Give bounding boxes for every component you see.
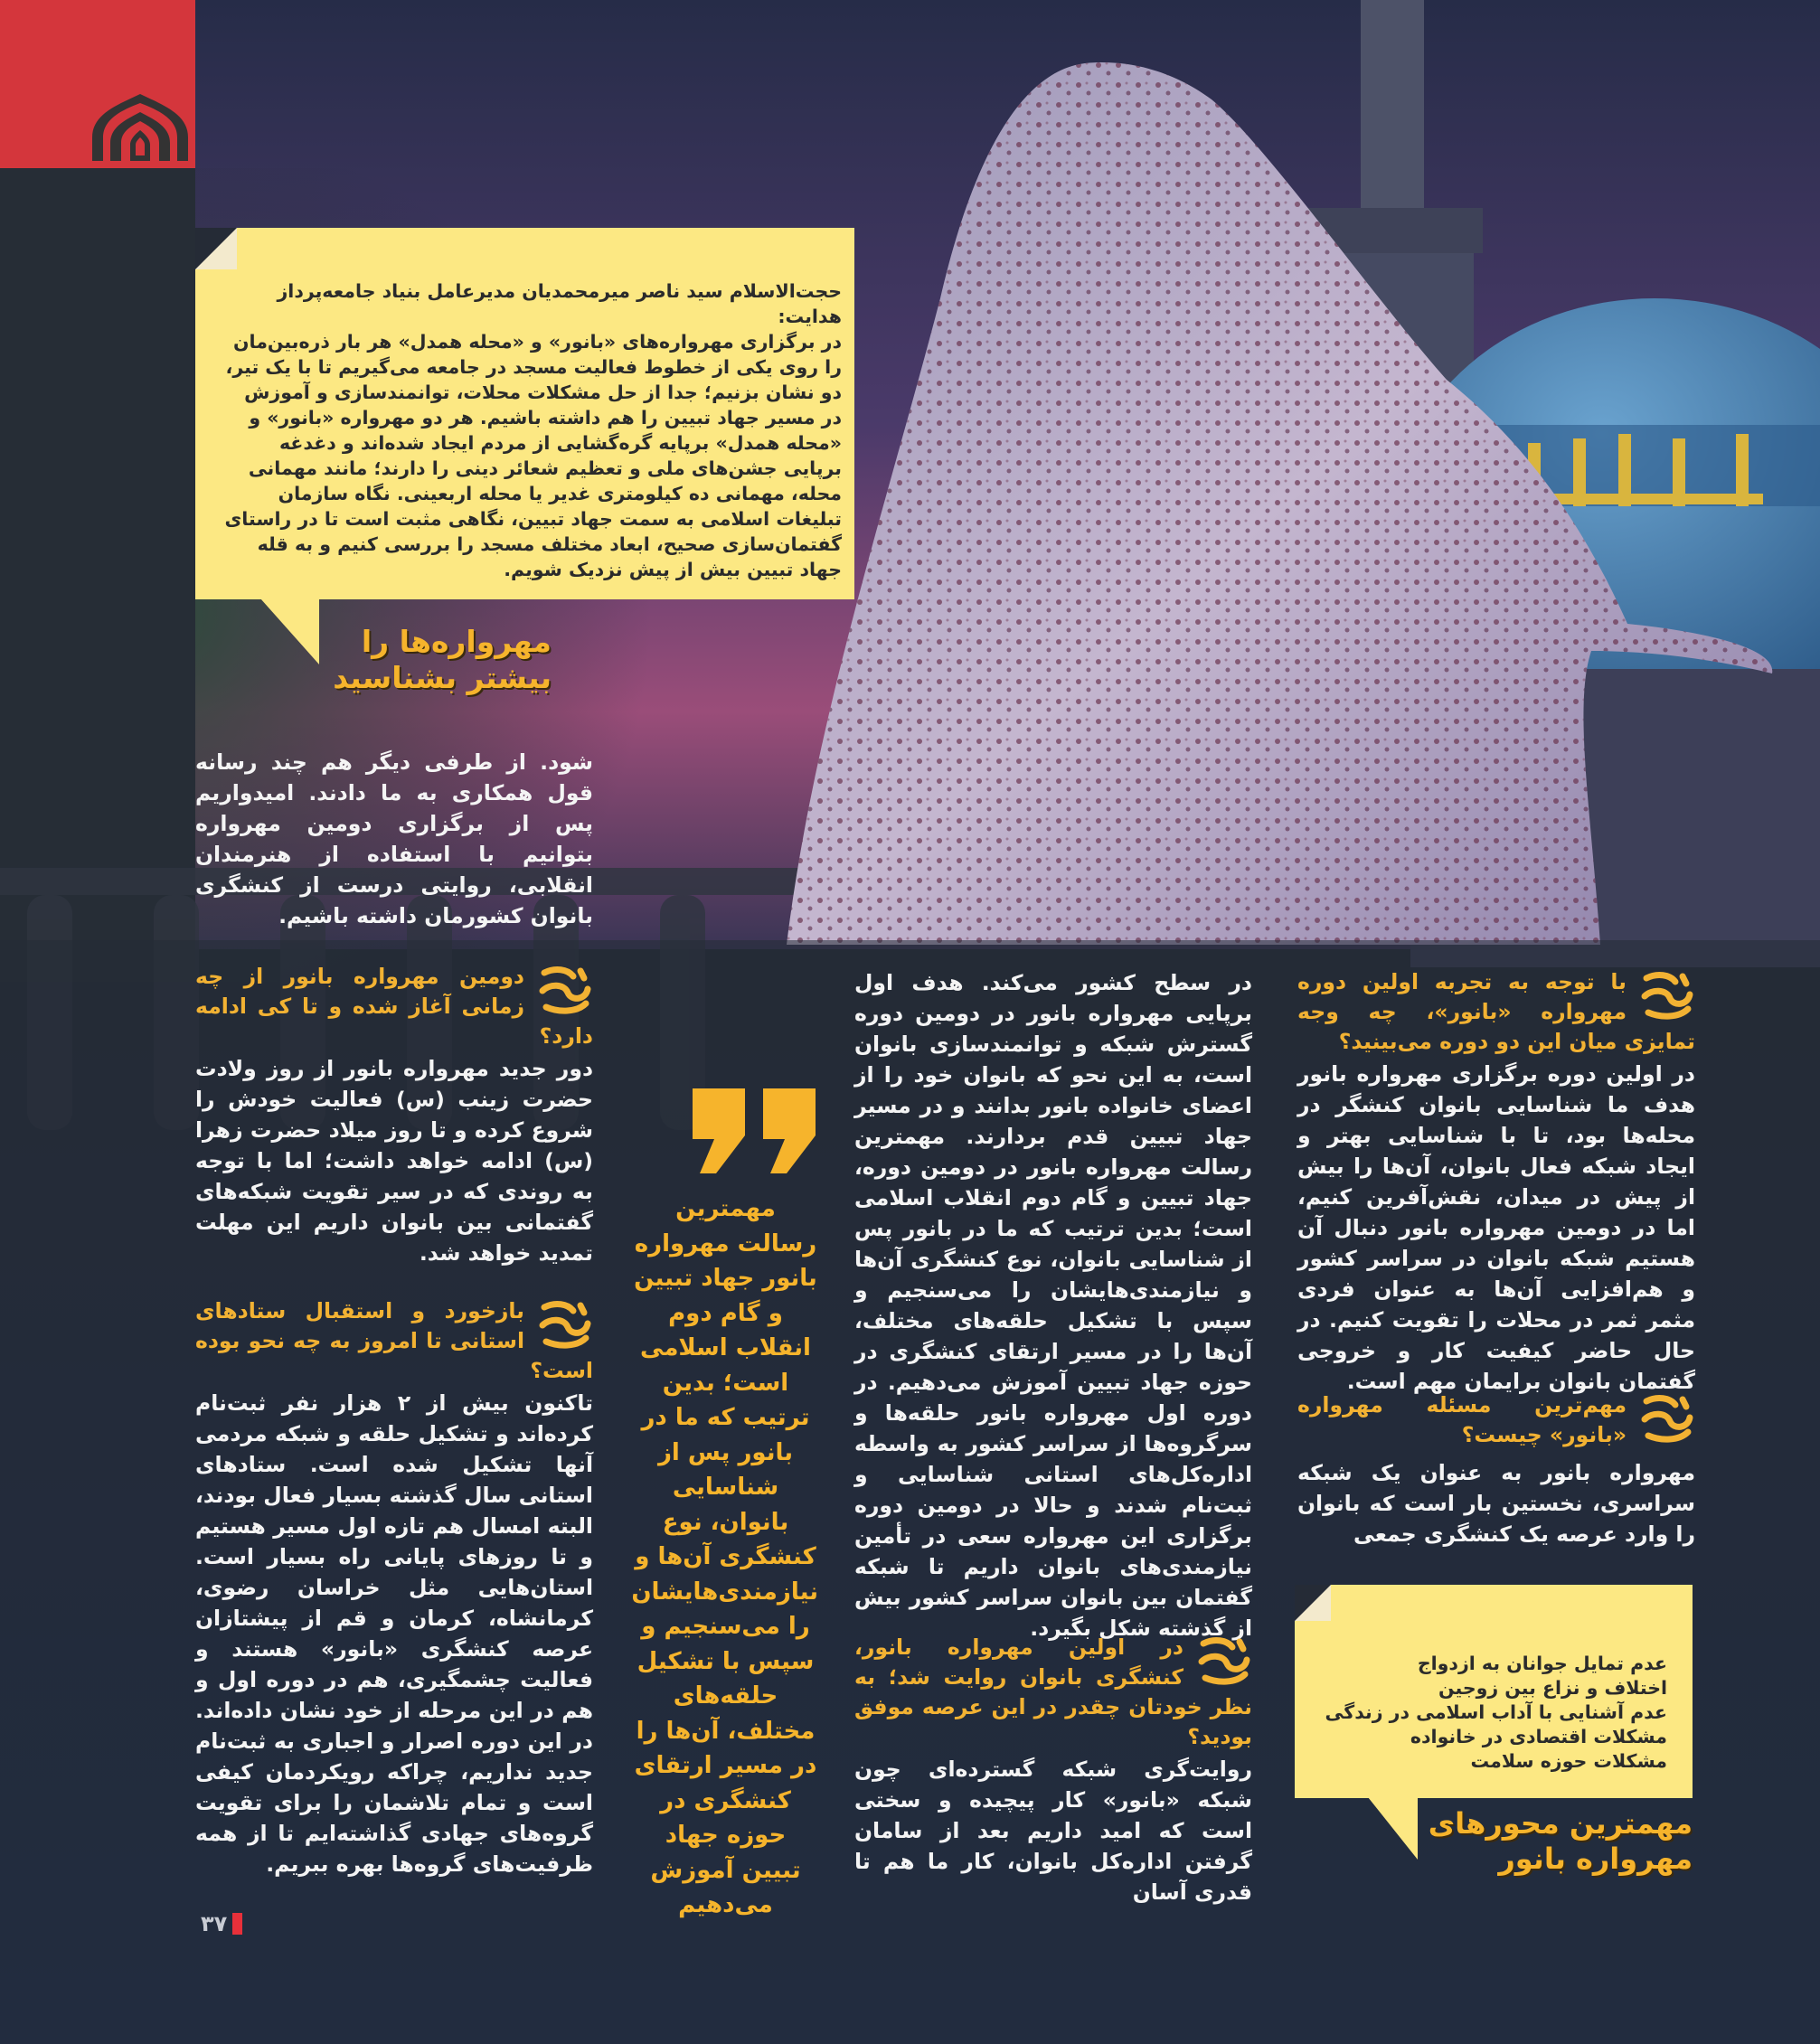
page-number: ۳۷ xyxy=(201,1911,242,1936)
topic-item: عدم آشنایی با آداب اسلامی در زندگی xyxy=(1325,1701,1667,1723)
speaker-quote: در برگزاری مهرواره‌های «بانور» و «محله همدل» هر بار ذره‌بین‌مان را روی یکی از خطوط فعالیت مسجد در جامعه می‌گیریم تا با یک تیر، دو نشان بزنیم؛ جدا از حل مشکلات محلات، توانمندسازی و آموزش در مسیر جهاد تبیین را هم داشته باشیم. هر دو مهرواره «بانور» و «محله همدل» برپایه گره‌گشایی از مردم ایجاد شده‌اند و دغدغه برپایی جشن‌های ملی و تعظیم شعائر دینی را دارند؛ مانند مهمانی محله، مهمانی ده کیلومتری غدیر یا محله اربعینی. نگاه سازمان تبلیغات اسلامی به سمت جهاد تبیین، نگاهی مثبت است تا در راستای گفتمان‌سازی صحیح، ابعاد مختلف مسجد را بررسی کنیم و به قله جهاد تبیین بیش از پیش نزدیک شویم. xyxy=(224,331,842,580)
nazar-calligraphy-icon xyxy=(1196,1634,1252,1685)
topic-item: مشکلات اقتصادی در خانواده xyxy=(1410,1726,1667,1747)
middle-intro-paragraph: در سطح کشور می‌کند. هدف اول برپایی مهرواره بانور در دومین دوره گسترش شبکه و توانمندسازی بانوان است، به این نحو که بانوان خود را از اعضای خانواده بانور بدانند و در مسیر جهاد تبیین قدم بردارند. مهمترین رسالت مهرواره بانور در دومین دوره، جهاد تبیین و گام دوم انقلاب اسلامی است؛ بدین ترتیب که ما در بانور پس از شناسایی بانوان، نوع کنشگری آن‌ها و نیازمندی‌هایشان را می‌سنجیم و سپس با تشکیل حلقه‌های مختلف، آن‌ها را در مسیر ارتقای کنشگری در حوزه جهاد تبیین آموزش می‌دهیم. در دوره اول مهرواره بانور حلقه‌ها و سرگروه‌ها از سراسر کشور به واسطه اداره‌کل‌های استانی شناسایی و ثبت‌نام شدند و حالا در دومین دوره برگزاری این مهرواره سعی در تأمین نیازمندی‌های بانوان داریم تا شبکه گفتمان بین بانوان سراسر کشور بیش از گذشته شکل بگیرد. xyxy=(854,970,1252,1641)
qa-block xyxy=(195,1296,593,1879)
note-tail xyxy=(1368,1797,1419,1860)
note-fold-corner xyxy=(1295,1585,1331,1621)
qa-block xyxy=(1297,967,1695,1397)
note-fold-corner xyxy=(195,228,237,269)
mosque-dome-logo-icon xyxy=(90,92,190,165)
section-heading: مهرواره‌ها را بیشتر بشناسید xyxy=(333,624,552,695)
nazar-calligraphy-icon xyxy=(1639,969,1695,1020)
qa-block xyxy=(1297,1390,1695,1549)
topic-item: عدم تمایل جوانان به ازدواج xyxy=(1417,1653,1667,1674)
note-tail xyxy=(260,598,320,665)
answer-paragraph: مهرواره بانور به عنوان یک شبکه سراسری، نخستین بار است که بانوان را وارد عرصه یک کنشگری جمعی xyxy=(1297,1460,1695,1547)
question-heading: بازخورد و استقبال ستادهای استانی تا امروز به چه نحو بوده است؟ xyxy=(195,1298,593,1383)
section-heading: مهمترین محورهای مهرواره بانور xyxy=(1428,1806,1693,1876)
page-marker-red xyxy=(232,1913,242,1935)
quote-note-box xyxy=(195,228,854,599)
topic-item: اختلاف و نزاع بین زوجین xyxy=(1438,1677,1667,1699)
question-heading: در اولین مهرواره بانور، کنشگری بانوان روایت شد؛ به نظر خودتان چقدر در این عرصه موفق بودید؟ xyxy=(854,1634,1252,1749)
question-heading: مهم‌ترین مسئله مهرواره «بانور» چیست؟ xyxy=(1297,1390,1695,1450)
section-marker-red-block xyxy=(0,0,195,168)
question-heading: دومین مهرواره بانور از چه زمانی آغاز شده و تا کی ادامه دارد؟ xyxy=(195,964,593,1049)
quote-marks-icon xyxy=(689,1088,817,1175)
answer-paragraph: تاکنون بیش از ۲ هزار نفر ثبت‌نام کرده‌اند و تشکیل حلقه و شبکه مردمی آنها تشکیل شده است. ستادهای استانی سال گذشته بسیار فعال بودند، البته امسال هم تازه اول مسیر هستیم و تا روزهای پایانی راه بسیار است. استان‌هایی مثل خراسان رضوی، کرمانشاه، کرمان و قم از پیشتازان عرصه کنشگری «بانور» هستند و فعالیت چشمگیری، هم در دوره اول و هم در این مرحله از خود نشان داده‌اند. در این دوره اصرار و اجباری به ثبت‌نام جدید نداریم، چراکه رویکردمان کیفی است و تمام تلاشمان را برای تقویت گروه‌های جهادی گذاشته‌ایم تا از همه ظرفیت‌های گروه‌ها بهره ببریم. xyxy=(195,1390,593,1877)
speaker-intro: حجت‌الاسلام سید ناصر میرمحمدیان مدیرعامل بنیاد جامعه‌پرداز هدایت: xyxy=(277,280,842,327)
key-topics-box xyxy=(1295,1585,1693,1798)
left-intro-paragraph: شود. از طرفی دیگر هم چند رسانه قول همکاری به ما دادند. امیدواریم پس از برگزاری دومین مهرواره بتوانیم با استفاده از هنرمندان انقلابی، روایتی درست از کنشگری بانوان کشورمان داشته باشیم. xyxy=(195,749,593,928)
question-heading: با توجه به تجربه اولین دوره مهرواره «بانور»، چه وجه تمایزی میان این دو دوره می‌بینید؟ xyxy=(1297,969,1695,1054)
qa-block xyxy=(195,962,593,1268)
answer-paragraph: دور جدید مهرواره بانور از روز ولادت حضرت زینب (س) فعالیت خودش را شروع کرده و تا روز میلاد حضرت زهرا (س) ادامه خواهد داشت؛ اما با توجه به روندی که در سیر تقویت شبکه‌های گفتمانی بین بانوان داریم این مهلت تمدید خواهد شد. xyxy=(195,1056,593,1266)
nazar-calligraphy-icon xyxy=(537,1298,593,1349)
key-topics-list xyxy=(1306,1652,1667,1774)
qa-block xyxy=(854,1633,1252,1907)
answer-paragraph: روایت‌گری شبکه گسترده‌ای چون شبکه «بانور» کار پیچیده و سختی است که امید داریم بعد از سامان گرفتن اداره‌کل بانوان، کار ما هم تا قدری آسان xyxy=(854,1757,1252,1905)
topic-item: مشکلات حوزه سلامت xyxy=(1470,1750,1667,1772)
pull-quote: مهمترین رسالت مهرواره بانور جهاد تبیین و گام دوم انقلاب اسلامی است؛ بدین ترتیب که ما در بانور پس از شناسایی بانوان، نوع کنشگری آن‌ها و نیازمندی‌هایشان را می‌سنجیم و سپس با تشکیل حلقه‌های مختلف، آن‌ها را در مسیر ارتقای کنشگری در حوزه جهاد تبیین آموزش می‌دهیم xyxy=(631,1195,818,1918)
nazar-calligraphy-icon xyxy=(1639,1392,1695,1443)
nazar-calligraphy-icon xyxy=(537,964,593,1014)
answer-paragraph: در اولین دوره برگزاری مهرواره بانور هدف ما شناسایی بانوان کنشگر در محله‌ها بود، تا با شناسایی بهتر و ایجاد شبکه فعال بانوان، آن‌ها را بیش از پیش در میدان، نقش‌آفرین کنیم، اما در دومین مهرواره بانور دنبال آن هستیم شبکه بانوان در سراسر کشور و هم‌افزایی آن‌ها به عنوان فردی مثمر ثمر در محلات را تقویت کنیم. در حال حاضر کیفیت کار و خروجی گفتمان بانوان برایمان مهم است. xyxy=(1297,1061,1695,1394)
